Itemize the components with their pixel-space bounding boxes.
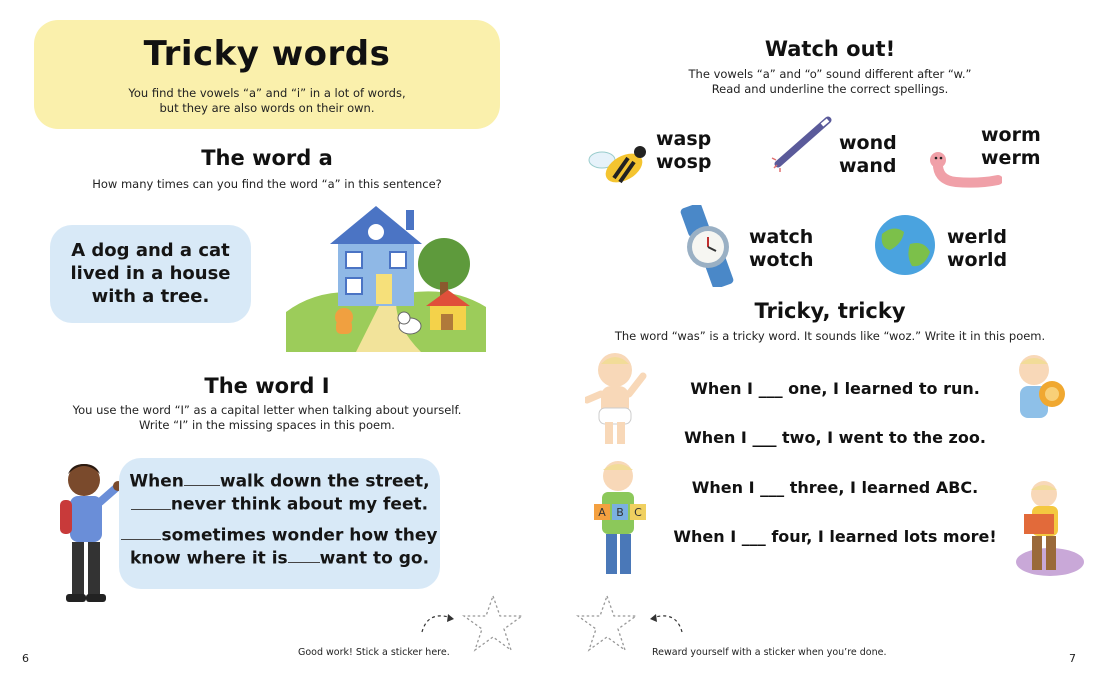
blank-line[interactable]	[288, 547, 320, 563]
intro-text: You find the vowels “a” and “i” in a lot of words, but they are also words on their own.	[128, 86, 406, 115]
blank-line[interactable]	[184, 470, 220, 486]
page-number-left: 6	[22, 652, 29, 665]
tricky-line-3: When I ___ three, I learned ABC.	[691, 478, 979, 497]
spelling-pair-watch: watch wotch	[749, 226, 814, 271]
footer-right-text: Reward yourself with a sticker when you’re done.	[652, 647, 887, 658]
wristwatch-icon	[678, 205, 740, 287]
blank-line[interactable]	[121, 524, 161, 540]
globe-icon	[874, 214, 936, 276]
poem-line-2: never think about my feet.	[119, 493, 440, 516]
watch-out-heading: Watch out!	[764, 37, 896, 61]
boy-illustration	[56, 458, 128, 604]
word-a-instruction: How many times can you find the word “a” in this sentence?	[92, 177, 442, 191]
blank-line[interactable]	[131, 493, 171, 509]
bee-icon	[588, 138, 650, 194]
house-illustration	[286, 202, 486, 352]
poem-bubble	[119, 458, 440, 589]
blank-was[interactable]: ___	[741, 527, 766, 546]
tricky-instruction: The word “was” is a tricky word. It sounds like “woz.” Write it in this poem.	[614, 329, 1046, 343]
page-number-right: 7	[1069, 652, 1076, 665]
block-a: A	[598, 506, 606, 519]
word-i-heading: The word I	[204, 374, 330, 398]
word-i-instruction: You use the word “I” as a capital letter when talking about yourself. Write “I” in the missing spaces in this poem.	[72, 403, 462, 432]
blank-was[interactable]: ___	[760, 478, 785, 497]
poem-line-1: When walk down the street,	[129, 471, 430, 492]
tricky-line-2: When I ___ two, I went to the zoo.	[684, 428, 986, 447]
page-title: Tricky words	[143, 34, 391, 74]
block-c: C	[634, 506, 642, 519]
poem-line-4: know where it is want to go.	[129, 548, 430, 569]
tricky-line-1: When I ___ one, I learned to run.	[690, 379, 980, 398]
spelling-pair-wasp: wasp wosp	[656, 128, 712, 173]
tricky-heading: Tricky, tricky	[754, 299, 906, 323]
tricky-line-4: When I ___ four, I learned lots more!	[673, 527, 997, 546]
blank-was[interactable]: ___	[752, 428, 777, 447]
sentence-bubble: A dog and a cat lived in a house with a tree.	[50, 225, 251, 323]
spelling-pair-worm: worm werm	[981, 124, 1041, 169]
footer-left-text: Good work! Stick a sticker here.	[298, 647, 450, 658]
word-a-heading: The word a	[201, 146, 333, 170]
blank-was[interactable]: ___	[758, 379, 783, 398]
poem-line-3: sometimes wonder how they	[119, 524, 440, 547]
boy-blocks-illustration	[594, 458, 652, 580]
spelling-pair-world: werld world	[947, 226, 1008, 271]
magic-wand-icon	[768, 112, 836, 174]
block-b: B	[616, 506, 624, 519]
spelling-pair-wand: wond wand	[839, 132, 897, 177]
watch-out-instruction: The vowels “a” and “o” sound different after “w.” Read and underline the correct spellings.	[688, 67, 972, 96]
